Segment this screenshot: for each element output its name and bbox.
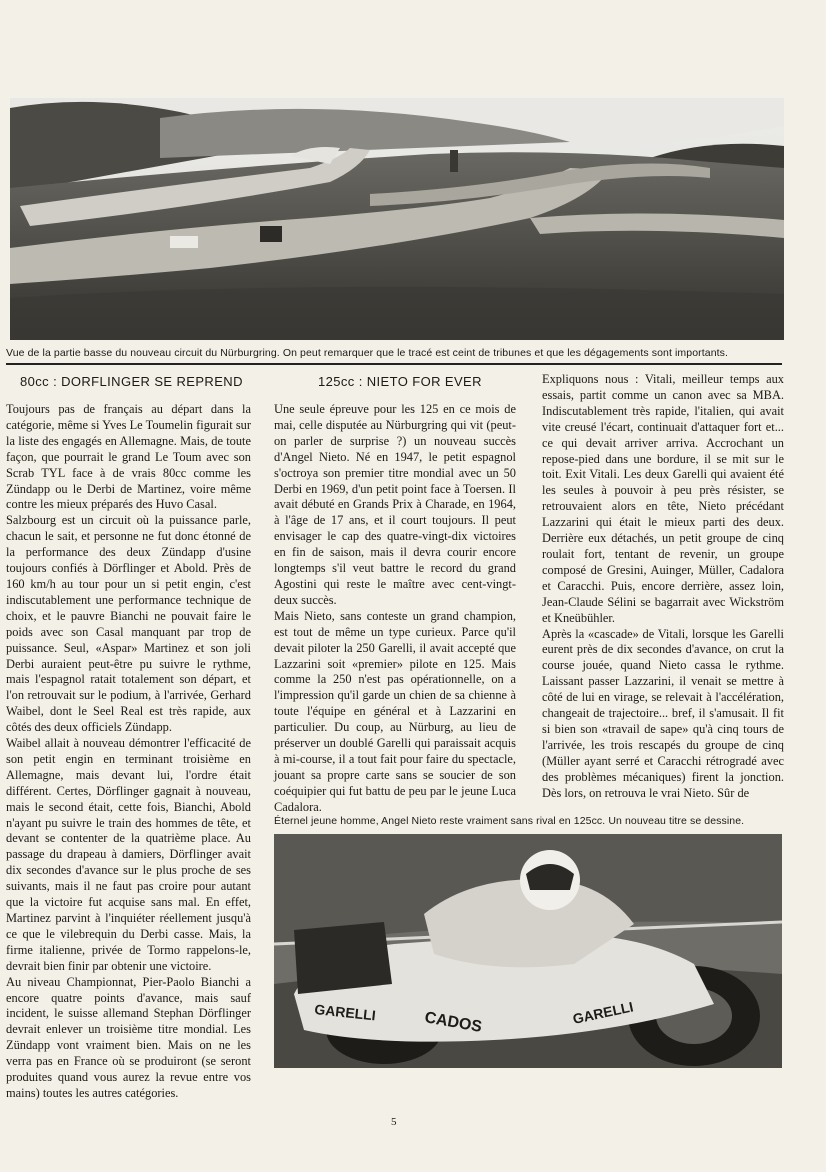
fairing-text: CADOS xyxy=(423,1009,484,1036)
paragraph: Toujours pas de français au départ dans la catégorie, même si Yves Le Toumelin figurait sur la liste des engagés en Allemagne. Mais, de toute façon, que pourrait le grand Le Toum avec son Scrab TYL face à de vrais 80cc comme les Zündapp ou le Derbi de Martinez, voire même contre les mieux préparés des Huvo Casal. xyxy=(6,402,251,512)
paragraph: Une seule épreuve pour les 125 en ce mois de mai, celle disputée au Nürburgring qui vit (peut-on parler de surprise ?) un nouveau succès d'Angel Nieto. Né en 1947, le petit espagnol s'octroya son premier titre mondial avec un 50 Derbi en 1969, d'un petit point face à Toersen. Il avait débuté en Grands Prix à Charade, en 1964, à l'âge de 17 ans, et il court toujours. Il peut envisager le cap des quatre-vingt-dix victoires en fin de saison, mais il devra courir encore longtemps s'il veut battre le record du grand Agostini qui reste le maître avec cent-vingt-deux succès. xyxy=(274,402,516,607)
nieto-photo xyxy=(274,834,782,1068)
paragraph: Mais Nieto, sans conteste un grand champion, est tout de même un type curieux. Parce qu'il devait piloter la 250 Garelli, il avait accepté que Lazzarini soit «premier» pilote en 125. Mais comme la 250 n'est pas opérationnelle, on a l'impression qu'il garde un chien de sa chienne à toute l'équipe en général et à Lazzarini en particulier. Du coup, au Nürburg, au lieu de préserver un doublé Garelli qui paraissait acquis à mi-course, il a tout fait pour faire du spectacle, jouant sa propre carte sans se soucier de son coéquipier qui fut battu de peu par le jeune Luca Cadalora. xyxy=(274,608,516,814)
paragraph: Salzbourg est un circuit où la puissance parle, chacun le sait, et personne ne fut donc étonné de la performance des deux Zündapp d'usine toujours confiés à Dörflinger et Abold. Près de 160 km/h au tour pour un si petit engin, c'est indiscutablement une performance technique de choix, et le pauvre Bianchi ne pouvait faire le poids avec son Casal manquant par trop de puissance. Seul, «Aspar» Martinez et son joli Derbi auraient peut-être pu suivre le rythme, mais l'espagnol ratait totalement son départ, et l'on retrouvait sur le podium, à l'arrivée, Gerhard Waibel, dont le Seel Real est très rapide, aux côtés des deux officiels Zündapp. xyxy=(6,513,251,735)
nieto-photo-image xyxy=(274,834,782,1068)
paragraph: Au niveau Championnat, Pier-Paolo Bianchi a encore quatre points d'avance, mais sauf incident, le suisse allemand Stephan Dörflinger devrait enlever un troisième titre mondial. Les Zündapp vont vraiment bien. Mais on ne les verra pas en France où se produiront (se seront produites quand vous aurez la revue entre vos mains) toutes les autres catégories. xyxy=(6,974,251,1100)
circuit-photo xyxy=(10,98,784,340)
garelli-livery-right: GARELLI xyxy=(571,998,635,1027)
garelli-livery-left: GARELLI xyxy=(313,1001,377,1024)
caption-divider xyxy=(6,363,782,365)
paragraph: Expliquons nous : Vitali, meilleur temps aux essais, partit comme un canon avec sa MBA. Indiscutablement très rapide, l'italien, qui avait vite creusé l'écart, continuait d'attaquer fort et... ce qui devait arriver arriva. Accrochant un repose-pied dans une bordure, il se mit sur le toit. Exit Vitali. Les deux Garelli qui avaient été les seules à pouvoir à peu près résister, se retrouvaient alors en tête, Nieto précédant Lazzarini qui était le mieux parti des deux. Derrière eux détachés, un petit groupe de cinq roulait fort, tentant de revenir, un groupe composé de Gresini, Auinger, Müller, Cadalora et Caracchi. Puis, encore derrière, assez loin, Jean-Claude Sélini se bagarrait avec Wickström et Kneübühler. xyxy=(542,372,784,625)
bottom-photo-caption: Éternel jeune homme, Angel Nieto reste vraiment sans rival en 125cc. Un nouveau titre se dessine. xyxy=(274,815,745,827)
column-125cc xyxy=(274,402,516,816)
paragraph: Après la «cascade» de Vitali, lorsque les Garelli eurent près de dix secondes d'avance, on crut la course jouée, quand Nieto cassa le rythme. Laissant passer Lazzarini, il venait se mettre à côté de lui en virage, se relevait à l'accélération, changeait de trajectoire... bref, il s'amusait. Il fit si bien son «travail de sape» qu'à cinq tours de l'arrivée, les trois rescapés du groupe de cinq (Müller ayant serré et Caracchi rétrogradé avec des problèmes mécaniques) firent la jonction. Dès lors, on retrouva le vrai Nieto. Sûr de xyxy=(542,626,784,800)
circuit-photo-image xyxy=(10,98,784,340)
paragraph: Waibel allait à nouveau démontrer l'efficacité de son petit engin en terminant troisième en Allemagne, mais devant lui, l'ordre était différent. Certes, Dörflinger gagnait à nouveau, mais le second était, cette fois, Bianchi, Abold n'ayant pu suivre le train des hommes de tête, et devant se contenter de la quatrième place. Au passage du drapeau à damiers, Dörflinger avait dix secondes d'avance sur le plus proche de ses suivants, mais il ne faut pas croire pour autant que la victoire fut acquise sans mal. En effet, Martinez parvint à l'inquiéter réellement jusqu'à ce que le vilebrequin du Derbi casse. Mais, la firme italienne, privée de Tormo rappelons-le, devrait bien finir par obtenir une victoire. xyxy=(6,736,251,973)
column-125cc-continued xyxy=(542,372,784,801)
top-photo-caption: Vue de la partie basse du nouveau circuit du Nürburgring. On peut remarquer que le tracé est ceint de tribunes et que les dégagements sont importants. xyxy=(6,347,729,359)
heading-125cc: 125cc : NIETO FOR EVER xyxy=(318,374,482,389)
page-number: 5 xyxy=(391,1116,397,1128)
column-80cc xyxy=(6,402,251,1102)
heading-80cc: 80cc : DORFLINGER SE REPREND xyxy=(20,374,243,389)
